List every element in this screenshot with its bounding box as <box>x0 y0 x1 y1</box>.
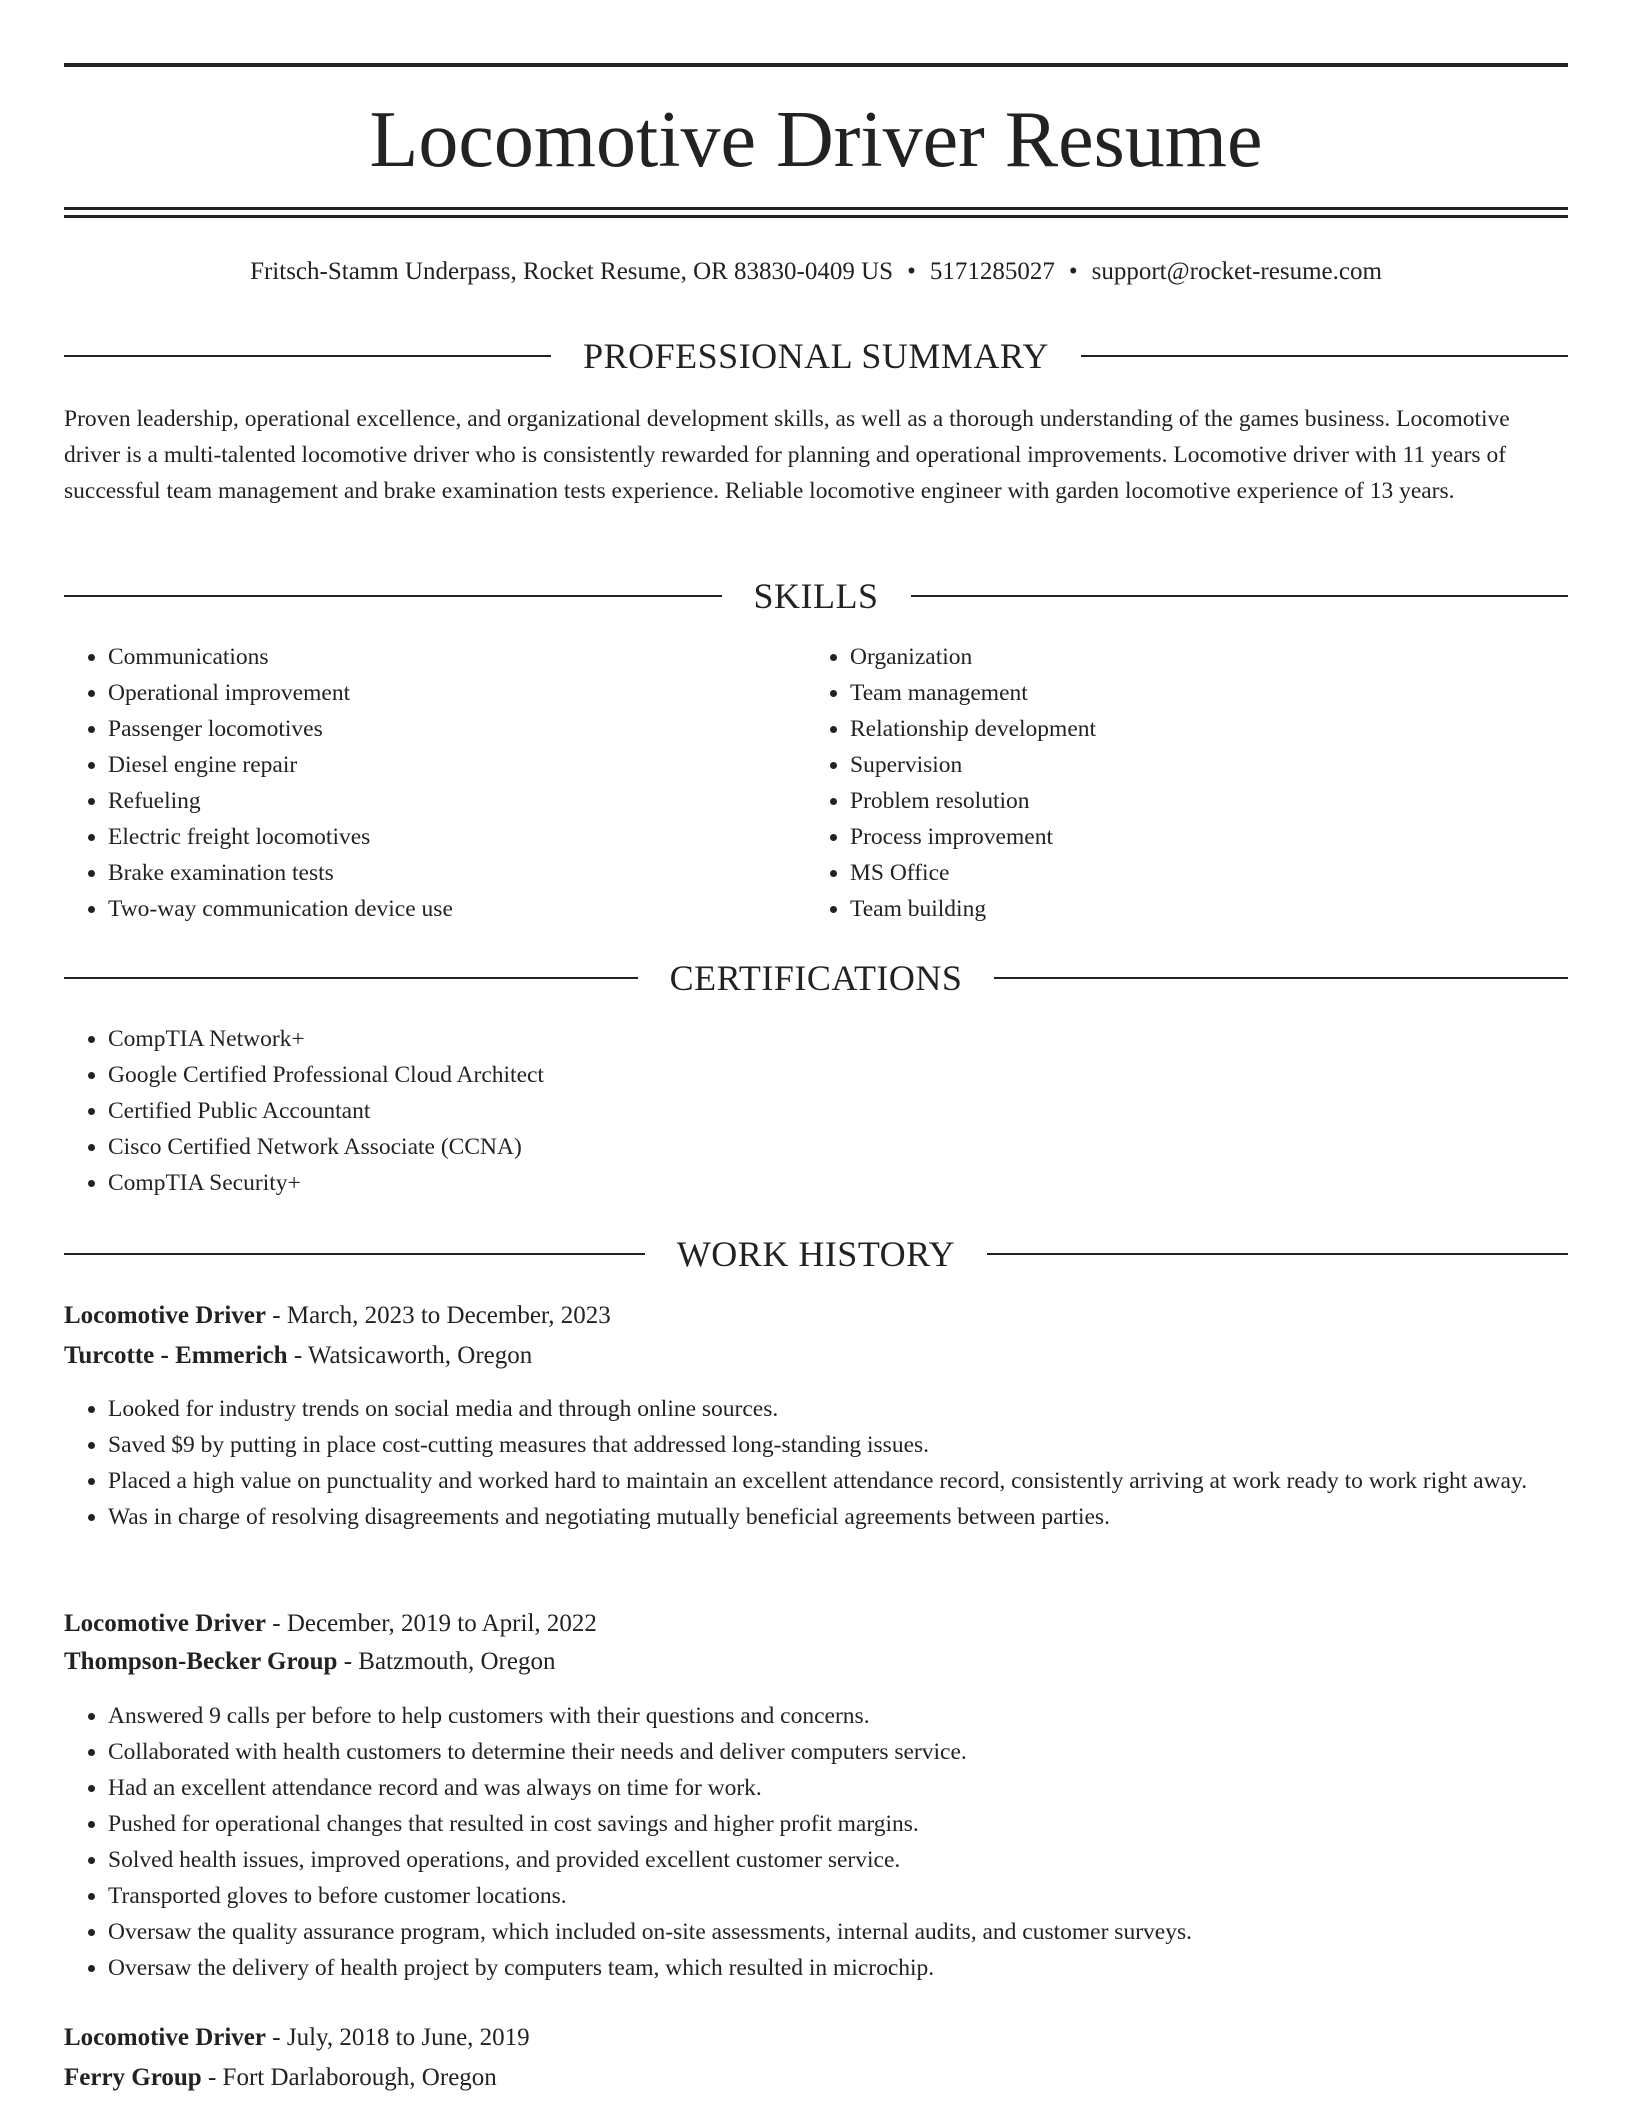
resume-title: Locomotive Driver Resume <box>369 96 1263 184</box>
job-bullet: • Was in charge of resolving disagreements and negotiating mutually beneficial agreements between parties. <box>108 1499 1568 1535</box>
skill-item: • Team building <box>850 891 1550 927</box>
skill-item: • Process improvement <box>850 819 1550 855</box>
section-rule <box>987 1253 1568 1255</box>
contact-email: support@rocket-resume.com <box>1091 258 1382 285</box>
job-bullet: • Solved health issues, improved operations, and provided excellent customer service. <box>108 1842 1568 1878</box>
job-bullet: • Placed a high value on punctuality and worked hard to maintain an excellent attendance record, consistently arriving at work ready to work right away. <box>108 1463 1568 1499</box>
section-header-certifications <box>64 956 1568 1000</box>
job-title: Locomotive Driver <box>64 1302 267 1329</box>
certification-item: • Google Certified Professional Cloud Architect <box>108 1057 1508 1093</box>
section-rule <box>64 595 722 597</box>
certification-item: • Cisco Certified Network Associate (CCNA) <box>108 1129 1508 1165</box>
job-bullet: • Answered 9 calls per before to help customers with their questions and concerns. <box>108 1698 1568 1734</box>
section-rule <box>1081 355 1568 357</box>
summary-text: Proven leadership, operational excellence, and organizational development skills, as well as a thorough understanding of the games business. Locomotive driver is a multi-talented locomotive driver who is consistently rewarded for planning and operational improvements. Locomotive driver with 11 years of successful team management and brake examination tests experience. Reliable locomotive engineer with garden locomotive experience of 13 years. <box>64 406 1510 504</box>
contact-phone: 5171285027 <box>929 258 1055 285</box>
job-dates: - March, 2023 to December, 2023 <box>272 1302 611 1329</box>
skill-item: • Diesel engine repair <box>108 747 808 783</box>
job-company-line <box>64 1644 1568 1680</box>
contact-separator: • <box>1068 258 1078 285</box>
section-title: SKILLS <box>753 576 879 616</box>
skill-item: • Brake examination tests <box>108 855 808 891</box>
job-bullet: • Had an excellent attendance record and was always on time for work. <box>108 1770 1568 1806</box>
title-rule-lower <box>64 215 1568 218</box>
contact-address: Fritsch-Stamm Underpass, Rocket Resume, OR 83830-0409 US <box>250 258 894 285</box>
job-title-line <box>64 2020 1568 2056</box>
job-location: - Watsicaworth, Oregon <box>293 1342 533 1369</box>
skill-item: • MS Office <box>850 855 1550 891</box>
certification-item: • CompTIA Security+ <box>108 1165 1508 1201</box>
job-title-line <box>64 1606 1568 1642</box>
job-title: Locomotive Driver <box>64 2024 267 2051</box>
skills-list-right <box>806 639 1550 927</box>
title-rule-upper <box>64 207 1568 210</box>
job-bullet: • Collaborated with health customers to determine their needs and deliver computers service. <box>108 1734 1568 1770</box>
skill-item: • Problem resolution <box>850 783 1550 819</box>
section-rule <box>911 595 1569 597</box>
section-header-skills <box>64 574 1568 618</box>
job-company-line <box>64 2060 1568 2096</box>
certifications-list <box>64 1021 1508 1201</box>
job-bullets <box>64 1391 1568 1535</box>
skill-item: • Electric freight locomotives <box>108 819 808 855</box>
section-rule <box>64 1253 645 1255</box>
section-title: CERTIFICATIONS <box>669 958 963 998</box>
job-company: Turcotte - Emmerich <box>64 1342 288 1369</box>
certification-item: • Certified Public Accountant <box>108 1093 1508 1129</box>
job-company: Thompson-Becker Group <box>64 1648 338 1675</box>
job-title: Locomotive Driver <box>64 1610 267 1637</box>
contact-line <box>64 254 1568 290</box>
top-rule <box>64 63 1568 67</box>
job-dates: - July, 2018 to June, 2019 <box>272 2024 530 2051</box>
skill-item: • Communications <box>108 639 808 675</box>
skill-item: • Supervision <box>850 747 1550 783</box>
skill-item: • Organization <box>850 639 1550 675</box>
job-bullets <box>64 1698 1568 1986</box>
job-location: - Batzmouth, Oregon <box>343 1648 556 1675</box>
job-company-line <box>64 1338 1568 1374</box>
skill-item: • Operational improvement <box>108 675 808 711</box>
section-rule <box>64 355 551 357</box>
section-rule <box>64 977 638 979</box>
job-bullet: • Looked for industry trends on social media and through online sources. <box>108 1391 1568 1427</box>
section-header-work-history <box>64 1232 1568 1276</box>
skill-item: • Two-way communication device use <box>108 891 808 927</box>
job-title-line <box>64 1298 1568 1334</box>
skill-item: • Refueling <box>108 783 808 819</box>
skills-list-left <box>64 639 808 927</box>
skill-item: • Relationship development <box>850 711 1550 747</box>
section-header-summary <box>64 334 1568 378</box>
job-bullet: • Pushed for operational changes that resulted in cost savings and higher profit margins. <box>108 1806 1568 1842</box>
skill-item: • Passenger locomotives <box>108 711 808 747</box>
job-bullet: • Saved $9 by putting in place cost-cutting measures that addressed long-standing issues. <box>108 1427 1568 1463</box>
job-bullet: • Oversaw the quality assurance program, which included on-site assessments, internal audits, and customer surveys. <box>108 1914 1568 1950</box>
contact-separator: • <box>907 258 916 285</box>
job-bullet: • Oversaw the delivery of health project by computers team, which resulted in microchip. <box>108 1950 1568 1986</box>
job-location: - Fort Darlaborough, Oregon <box>207 2064 497 2091</box>
certification-item: • CompTIA Network+ <box>108 1021 1508 1057</box>
section-title: WORK HISTORY <box>676 1234 956 1274</box>
job-company: Ferry Group <box>64 2064 202 2091</box>
skill-item: • Team management <box>850 675 1550 711</box>
job-dates: - December, 2019 to April, 2022 <box>272 1610 597 1637</box>
section-title: PROFESSIONAL SUMMARY <box>583 336 1049 376</box>
section-rule <box>994 977 1568 979</box>
job-bullet: • Transported gloves to before customer locations. <box>108 1878 1568 1914</box>
